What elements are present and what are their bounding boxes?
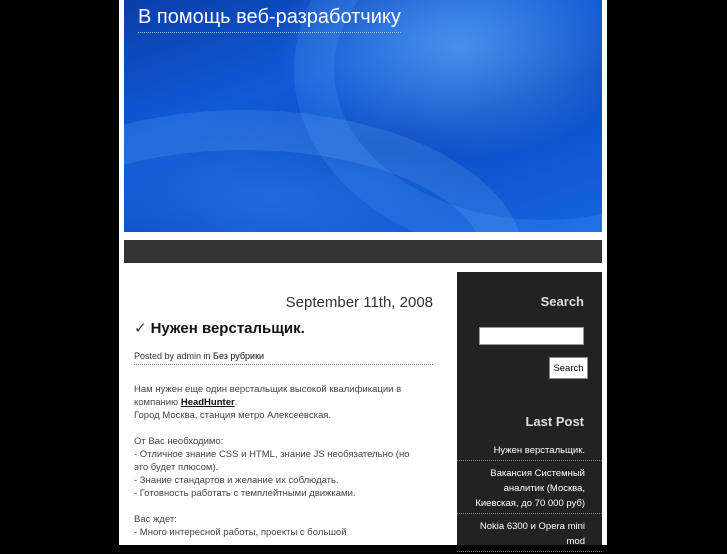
post-title[interactable] — [134, 319, 305, 337]
sidebar — [457, 272, 602, 545]
requirements-heading: От Вас необходимо: — [134, 436, 224, 447]
requirement-item: - Готовность работать с темплейтными движками. — [134, 488, 356, 499]
post-paragraph — [134, 383, 424, 422]
location-text: Город Москва, станция метро Алексеевская. — [134, 410, 332, 421]
intro-end: . — [234, 397, 238, 408]
requirement-item: - Знание стандартов и желание их соблюдать. — [134, 475, 339, 486]
main-content — [124, 272, 439, 545]
offer-heading: Вас ждет: — [134, 514, 177, 525]
header-banner — [124, 0, 602, 232]
last-post-heading: Last Post — [525, 414, 584, 429]
post-title-text[interactable]: Нужен верстальщик. — [150, 320, 305, 337]
company-link[interactable]: HeadHunter — [180, 397, 235, 408]
last-post-list — [457, 440, 602, 554]
offer-item: - Много интересной работы, проекты с большой — [134, 527, 347, 538]
checkmark-icon: ✓ — [134, 320, 147, 337]
navigation-bar — [124, 240, 602, 263]
last-post-link[interactable]: Вакансия Системный аналитик (Москва, Киевская, до 70 000 руб) — [457, 463, 602, 514]
site-title[interactable]: В помощь веб-разработчику — [138, 6, 401, 33]
post-date: September 11th, 2008 — [285, 294, 433, 311]
last-post-link[interactable]: Нужен верстальщик. — [457, 440, 602, 461]
post-body — [134, 383, 424, 545]
intro-text: Нам нужен еще один верстальщик высокой квалификации в компанию — [134, 384, 402, 408]
right-background — [607, 0, 727, 545]
search-button[interactable]: Search — [549, 357, 588, 379]
post-paragraph — [134, 435, 424, 500]
category-link[interactable]: Без рубрики — [213, 351, 265, 361]
post-paragraph — [134, 513, 424, 539]
requirement-item: - Отличное знание CSS и HTML, знание JS необязательно (но это будет плюсом). — [134, 449, 410, 473]
post-meta — [134, 351, 433, 365]
last-post-link[interactable]: Nokia 6300 и Opera mini mod — [457, 516, 602, 552]
search-input[interactable] — [479, 327, 584, 345]
post-meta-prefix: Posted by admin in — [134, 351, 214, 361]
left-background — [0, 0, 119, 545]
search-heading: Search — [540, 294, 584, 309]
